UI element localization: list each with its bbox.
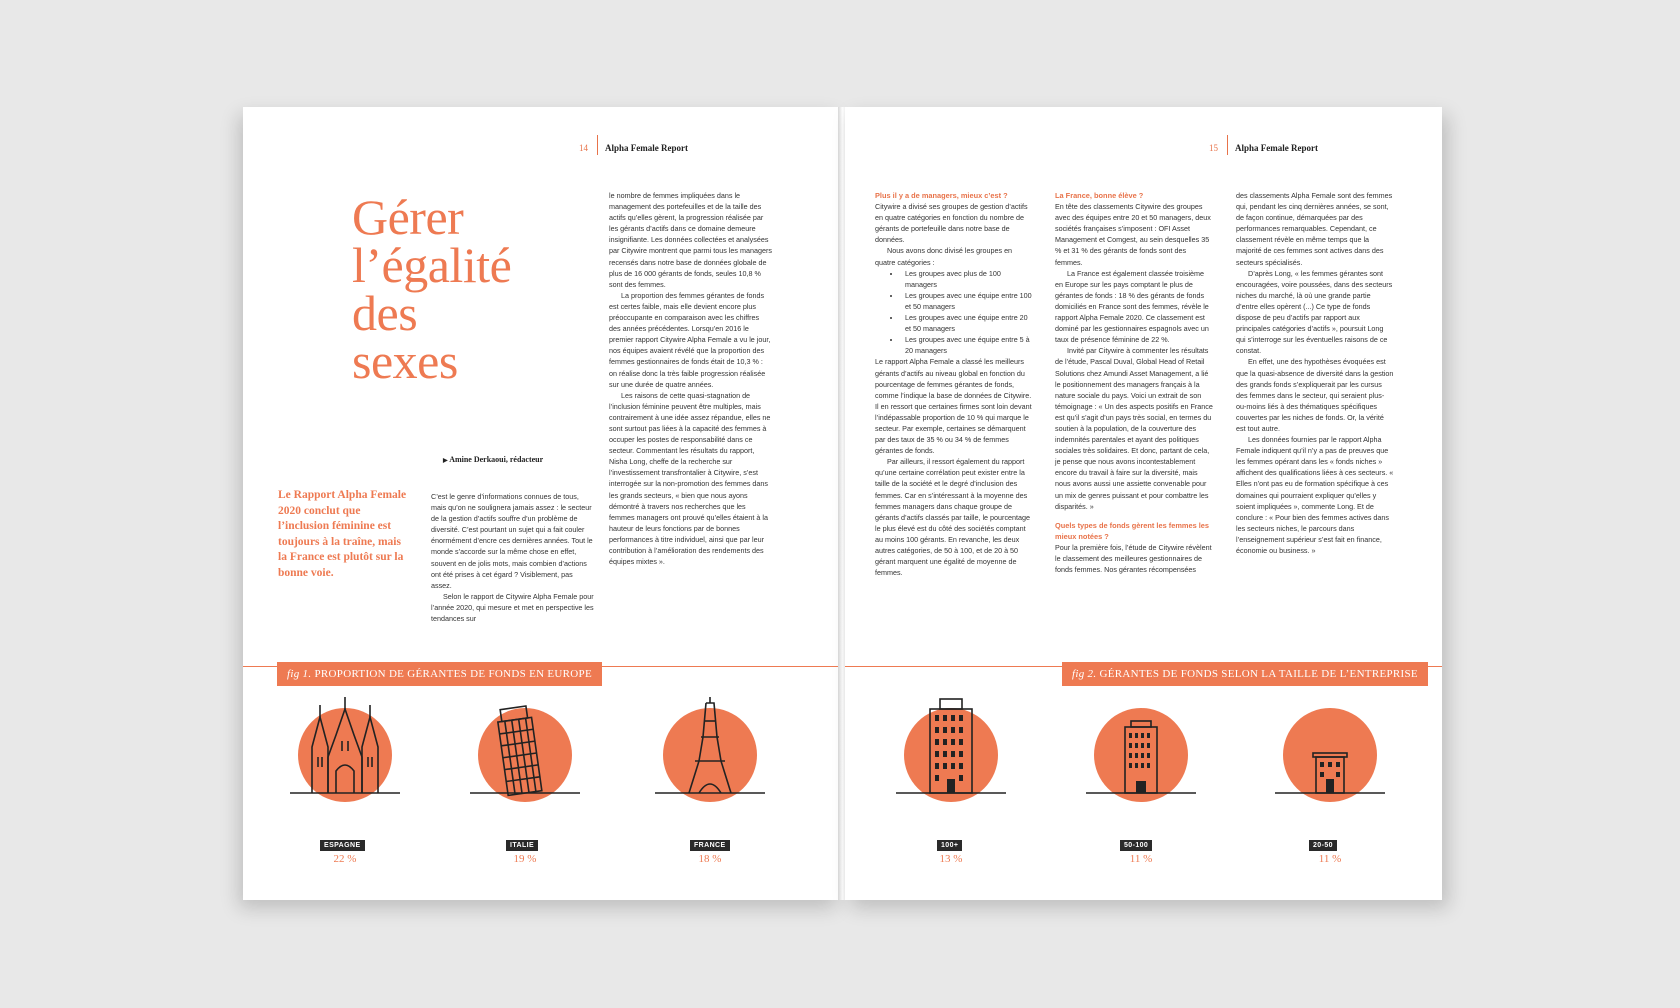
left-page — [243, 107, 840, 900]
paragraph: En tête des classements Citywire des groupes avec des équipes entre 20 et 50 managers, deux sociétés françaises s’imposent : OFI Asset Management et Comgest, au sein desquelles 35 % et 31 % des gérants de fonds sont des femmes. — [1055, 202, 1211, 267]
size-tag: 20-50 — [1309, 840, 1337, 851]
percentage-value: 18 % — [698, 853, 722, 865]
figure-label — [1062, 662, 1428, 686]
right-page — [845, 107, 1442, 900]
paragraph: Invité par Citywire à commenter les résultats de l’étude, Pascal Duval, Global Head of Retail Solutions chez Amundi Asset Management, a lié le positionnement des managers français à la nature sociale du pays. Voici un extrait de son témoignage : « Un des aspects positifs en France est qu’il s’agit d’un pays très social, en termes du soutien à la population, de la couverture des indemnités parentales et ayant des politiques sociales très solidaires. Et donc, partant de cela, je pense que nous avons incontestablement encore du travail à faire sur la diversité, mais nous avons aussi une assiette convenable pour un mix de genres puissant et pour combattre les disparités. » — [1055, 346, 1213, 511]
header-divider — [1227, 135, 1228, 155]
article-title — [352, 189, 512, 389]
paragraph: En effet, une des hypothèses évoquées est que la quasi-absence de diversité dans la gestion des grands fonds s’expliquerait par les cursus des femmes dans le secteur, qui seraient plus-ou-moins liés à des thématiques spécifiques couvertes par les niches de fonds. Or, la vérité est tout autre. — [1236, 357, 1394, 433]
running-head: Alpha Female Report — [1235, 143, 1318, 153]
sagrada-familia-icon — [290, 697, 400, 802]
paragraph: le nombre de femmes impliquées dans le management des portefeuilles et de la taille des actifs qu’elles gèrent, la progression réalisée par les gérants d’actifs dans ce domaine demeure insignifiante. Les données collectées et analysées par Citywire montrent que parmi tous les managers recensés dans notre base de données globale de plus de 16 000 gérants de fonds, seules 10,8 % sont des femmes. — [609, 191, 772, 289]
title-line: Gérer — [352, 189, 464, 245]
paragraph: des classements Alpha Female sont des femmes qui, pendant les cinq dernières années, se sont, de façon continue, démarquées par des performances remarquables. Cependant, ce classement révèle en même temps que la majorité de ces femmes sont actives dans des secteurs spécialisés. — [1236, 191, 1393, 267]
page-number: 14 — [579, 143, 588, 153]
author-name: Amine Derkaoui, rédacteur — [449, 455, 544, 464]
section-heading: Quels types de fonds gèrent les femmes les mieux notées ? — [1055, 520, 1210, 541]
eiffel-tower-icon — [655, 697, 765, 802]
paragraph: Pour la première fois, l’étude de Citywire révèlent le classement des meilleures gestionnaires de fonds femmes. Nos gérantes récompensées — [1055, 542, 1212, 575]
size-tag: 100+ — [937, 840, 962, 851]
paragraph: Les raisons de cette quasi-stagnation de l’inclusion féminine peuvent être multiples, mais contrairement à une idée assez répandue, elles ne sont surtout pas liées à la capacité des femmes à occuper les postes de responsabilité dans ce secteur. Commentant les résultats du rapport, Nisha Long, cheffe de la recherche sur l’investissement transfrontalier à Citywire, s’est interrogée sur la non-promotion des femmes dans les grands secteurs, « bien que nous ayons démontré à travers nos recherches que les femmes managers ont prouvé qu’elles étaient à la hauteur de leurs fonctions par de bonnes performances à titre individuel, ainsi que par leur contribution à l’amélioration des rendements des équipes mixtes ». — [609, 390, 771, 567]
lead-paragraph: Le Rapport Alpha Female 2020 conclut que l’inclusion féminine est toujours à la traîne, mais la France est plutôt sur la bonne voie. — [278, 489, 407, 579]
list-item: • Les groupes avec une équipe entre 100 et 50 managers — [901, 290, 1033, 312]
list-item: • Les groupes avec une équipe entre 5 à 20 managers — [901, 334, 1033, 356]
title-line: des — [352, 285, 418, 341]
text-column-3 — [1236, 190, 1394, 556]
country-tag: FRANCE — [690, 840, 730, 851]
triangle-icon: ▶ — [443, 458, 448, 464]
paragraph: Le rapport Alpha Female a classé les meilleurs gérants d’actifs au niveau global en fonction du pourcentage de femmes gérantes de fonds, comme l’indique la base de données de Citywire. Il en ressort que certaines firmes sont loin devant l’indépassable proportion de 10 % qui marque le secteur. Par exemple, certaines se démarquent par des taux de 35 % ou 34 % de femmes gérantes de fonds. — [875, 357, 1032, 456]
percentage-value: 11 % — [1129, 853, 1153, 865]
percentage-value: 22 % — [333, 853, 357, 865]
header-divider — [597, 135, 598, 155]
figure-title: GÉRANTES DE FONDS SELON LA TAILLE DE L’ENTREPRISE — [1099, 668, 1418, 680]
paragraph: Citywire a divisé ses groupes de gestion d’actifs en quatre catégories en fonction du nombre de gérants de portefeuille dans notre base de données. — [875, 202, 1028, 245]
figure-number: fig 1. — [287, 668, 312, 680]
paragraph: C’est le genre d’informations connues de tous, mais qu’on ne soulignera jamais assez : le secteur de la gestion d’actifs souffre d’un problème de diversité. C’est pourtant un sujet qui a fait couler énormément d’encre ces dernières années. Tout le monde s’accorde sur la même chose en effet, souvent en de jolis mots, mais combien d’actions ont été prises à cet égard ? Visiblement, pas assez. — [431, 492, 593, 590]
country-tag: ITALIE — [506, 840, 538, 851]
country-tag: ESPAGNE — [320, 840, 365, 851]
text-column-1 — [875, 190, 1033, 578]
category-list — [875, 268, 1033, 357]
author-byline — [443, 455, 543, 464]
text-column-2 — [609, 190, 772, 567]
list-item: • Les groupes avec plus de 100 managers — [901, 268, 1033, 290]
paragraph: Nous avons donc divisé les groupes en quatre catégories : — [875, 246, 1013, 267]
text-column-1 — [431, 491, 594, 624]
percentage-value: 11 % — [1318, 853, 1342, 865]
paragraph: D’après Long, « les femmes gérantes sont encouragées, voire poussées, dans des secteurs niches du marché, là où une grande partie d’entre elles opèrent (...) Ce type de fonds dispose de peu d’actifs par rapport aux principales catégories d’actifs », poursuit Long qui s’interroge sur les éventuelles raisons de ce constat. — [1236, 268, 1393, 356]
figure-number: fig 2. — [1072, 668, 1097, 680]
title-line: sexes — [352, 333, 458, 389]
section-heading: Plus il y a de managers, mieux c’est ? — [875, 191, 1008, 200]
percentage-value: 13 % — [939, 853, 963, 865]
text-column-2 — [1055, 190, 1213, 575]
paragraph: Par ailleurs, il ressort également du rapport qu’une certaine corrélation peut exister entre la taille de la société et le degré d’inclusion des femmes. Car en s’intéressant à la moyenne des femmes managers dans chaque groupe de gérants d’actifs classés par taille, le pourcentage le plus élevé est du côté des sociétés comptant au moins 100 gérants. En revanche, les deux autres catégories, de 50 à 100, et de 20 à 50 gérant marquent une égalité de moyenne de femmes. — [875, 457, 1031, 578]
leaning-tower-icon — [470, 697, 580, 802]
page-number: 15 — [1209, 143, 1218, 153]
medium-building-icon — [1086, 697, 1196, 802]
size-tag: 50-100 — [1120, 840, 1152, 851]
small-building-icon — [1275, 697, 1385, 802]
paragraph: La proportion des femmes gérantes de fonds est certes faible, mais elle devient encore plus préoccupante en comparaison avec les chiffres des années précédentes. Lorsqu’en 2016 le premier rapport Citywire Alpha Female a vu le jour, nos équipes avaient révélé que la proportion des femmes gestionnaires de fonds était de 10,3 % : on réalise donc la très faible progression réalisée sur une durée de quatre années. — [609, 290, 771, 389]
large-building-icon — [896, 697, 1006, 802]
section-heading: La France, bonne élève ? — [1055, 191, 1144, 200]
figure-label — [277, 662, 602, 686]
title-line: l’égalité — [352, 237, 512, 293]
paragraph: La France est également classée troisième en Europe sur les pays comptant le plus de gérantes de fonds : 18 % des gérants de fonds domiciliés en France sont des femmes, révèle le rapport Alpha Female 2020. Ce classement est dominé par les gestionnaires espagnols avec un taux de présence féminine de 22 %. — [1055, 268, 1209, 345]
paragraph: Selon le rapport de Citywire Alpha Female pour l’année 2020, qui mesure et met en perspective les tendances sur — [431, 591, 594, 624]
figure-title: PROPORTION DE GÉRANTES DE FONDS EN EUROPE — [314, 668, 592, 680]
list-item: • Les groupes avec une équipe entre 20 et 50 managers — [901, 312, 1033, 334]
running-head: Alpha Female Report — [605, 143, 688, 153]
percentage-value: 19 % — [513, 853, 537, 865]
paragraph: Les données fournies par le rapport Alpha Female indiquent qu’il n’y a pas de preuves que les femmes opérant dans les « fonds niches » affichent des qualifications liées à ces secteurs. « Elles n’ont pas eu de formation spécifique à ces domaines qui pourraient expliquer qu’elles y soient impliquées », commente Long. Et de conclure : « Pour bien des femmes actives dans les secteurs niches, le parcours dans l’enseignement supérieur s’est fait en finance, économie ou business. » — [1236, 435, 1394, 555]
